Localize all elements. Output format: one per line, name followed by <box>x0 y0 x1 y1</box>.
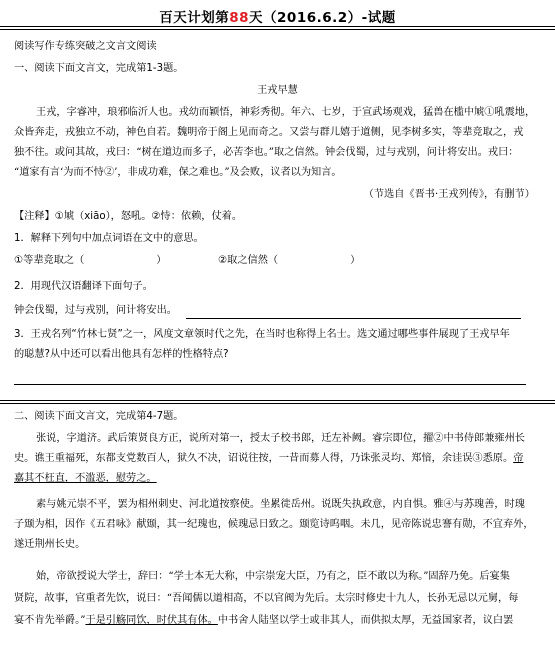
section-heading: 阅读写作专练突破之文言文阅读 <box>14 41 157 52</box>
page-title <box>0 6 555 26</box>
question-3-line: 3．王戎名列“竹林七贤”之一，风度文章领时代之先，在当时也称得上名士。选文通过哪些事件展现了王戎早年 <box>14 329 510 340</box>
passage2-line: 史。谯王重福死，东都支党数百人，狱久不决，诏说往按，一昔而募人得，乃诛张灵均、郑愔，余诖误③悉原。帝 <box>14 453 524 464</box>
question-1-item-2: ②取之信然（ ） <box>218 255 361 266</box>
passage-title: 王戎早慧 <box>257 85 298 96</box>
passage2-line: 始，帝欲授说大学士，辞曰：“学士本无大称，中宗崇宠大臣，乃有之，臣不敢以为称。”固辞乃免。后宴集 <box>36 571 510 582</box>
passage1-line: “道家有言‘为而不恃②’，非成功难，保之难也。”及会败，议者以为知言。 <box>14 167 342 178</box>
header-divider <box>0 26 555 30</box>
part-divider <box>0 400 555 404</box>
passage2-line: 张说，字道济。武后策贤良方正，说所对第一，授太子校书郎，迁左补阙。睿宗即位，擢②中书侍郎兼雍州长 <box>36 433 525 444</box>
answer-line <box>186 318 521 319</box>
notes: 【注释】①虓（xiāo），怒吼。②恃：依赖，仗着。 <box>14 211 243 222</box>
question-1-item-1: ①等辈竞取之（ ） <box>14 255 167 266</box>
question-2: 2．用现代汉语翻译下面句子。 <box>14 281 153 292</box>
passage2-line: 素与姚元崇不平，罢为相州刺史、河北道按察使。坐累徙岳州。说既失执政意，内自惧。雅④与苏瑰善，时瑰 <box>36 499 525 510</box>
passage2-line: 遂迁荆州长史。 <box>14 539 86 550</box>
part1-heading: 一、阅读下面文言文，完成第1-3题。 <box>14 63 184 74</box>
passage2-line: 子颋为相，因作《五君咏》献颋，其一纪瑰也，候瑰忌日致之。颋览诗呜咽。未几，见帝陈说忠謇有勋，不宜弃外， <box>14 519 534 530</box>
passage-source: （节选自《晋书·王戎列传》，有删节） <box>363 189 535 200</box>
title-suffix: 天（2016.6.2）-试题 <box>249 10 396 26</box>
passage2-line: 贤院，故事，官重者先饮，说曰：“吾闻儒以道相高，不以官阀为先后。太宗时修史十九人，长孙无忌以元舅，每 <box>14 593 519 604</box>
passage2-line: 宴不肯先举爵。”于是引觞同饮，时伏其有体。中书舍人陆坚以学士或非其人，而供拟太厚，无益国家者，议白罢 <box>14 615 514 626</box>
passage1-line: 独不往。或问其故，戎曰：“树在道边而多子，必苦李也。”取之信然。钟会伐蜀，过与戎别，问计将安出。戎曰： <box>14 147 519 158</box>
passage1-line: 王戎，字睿冲，琅邪临沂人也。戎幼而颖悟，神彩秀彻。年六、七岁，于宣武场观戏，猛兽在槛中虓①吼震地， <box>36 107 536 118</box>
answer-line <box>14 384 526 385</box>
title-prefix: 百天计划第 <box>159 10 230 26</box>
question-1: 1．解释下列句中加点词语在文中的意思。 <box>14 233 204 244</box>
question-2-sentence: 钟会伐蜀，过与戎别，问计将安出。 <box>14 305 177 316</box>
day-number: 88 <box>229 10 250 26</box>
question-3-line: 的聪慧?从中还可以看出他具有怎样的性格特点? <box>14 349 229 360</box>
passage1-line: 众皆奔走，戎独立不动，神色自若。魏明帝于阁上见而奇之。又尝与群儿嬉于道侧，见李树多实，等辈竞取之，戎 <box>14 127 524 138</box>
passage2-underlined-line: 嘉其不枉直，不滥恶，慰劳之。 <box>14 473 157 484</box>
part2-heading: 二、阅读下面文言文，完成第4-7题。 <box>14 411 184 422</box>
